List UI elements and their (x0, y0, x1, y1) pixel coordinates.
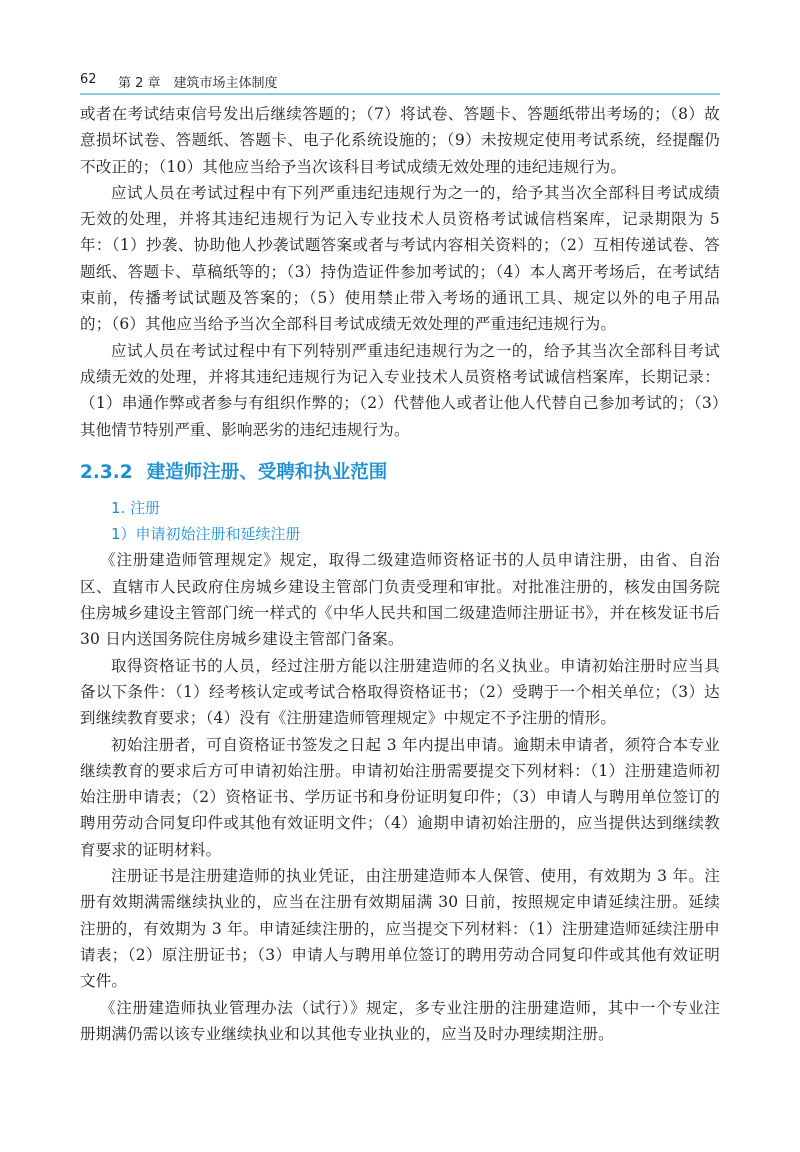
subsection-heading: 1. 注册 (111, 498, 161, 517)
paragraph: 初始注册者，可自资格证书签发之日起 3 年内提出申请。逾期未申请者，须符合本专业继续教育的要求后方可申请初始注册。申请初始注册需要提交下列材料：（1）注册建造师初始注册申请表；（2）资格证书、学历证书和身份证明复印件；（3）申请人与聘用单位签订的聘用劳动合同复印件或其他有效证明文件；（4）逾期申请初始注册的，应当提供达到继续教育要求的证明材料。 (80, 735, 720, 859)
paragraph: 应试人员在考试过程中有下列特别严重违纪违规行为之一的，给予其当次全部科目考试成绩无效的处理，并将其违纪违规行为记入专业技术人员资格考试诚信档案库，长期记录：（1）串通作弊或者参与有组织作弊的；（2）代替他人或者让他人代替自己参加考试的；（3）其他情节特别严重、影响恶劣的违纪违规行为。 (80, 341, 720, 439)
paragraph: 《注册建造师管理规定》规定，取得二级建造师资格证书的人员申请注册，由省、自治区、直辖市人民政府住房城乡建设主管部门负责受理和审批。对批准注册的，核发由国务院住房城乡建设主管部门统一样式的《中华人民共和国二级建造师注册证书》，并在核发证书后 30 日内送国务院住房城乡建设主管部门备案。 (80, 551, 720, 649)
running-header (80, 70, 720, 90)
page-body (80, 101, 720, 1047)
section-heading (80, 459, 720, 487)
header-rule (80, 93, 720, 95)
paragraph: 应试人员在考试过程中有下列严重违纪违规行为之一的，给予其当次全部科目考试成绩无效的处理，并将其违纪违规行为记入专业技术人员资格考试诚信档案库，记录期限为 5 年：（1）抄袭、协助他人抄袭试题答案或者与考试内容相关资料的；（2）互相传递试卷、答题纸、答题卡、草稿纸等的；（3）持伪造证件参加考试的；（4）本人离开考场后，在考试结束前，传播考试试题及答案的；（5）使用禁止带入考场的通讯工具、规定以外的电子用品的；（6）其他应当给予当次全部科目考试成绩无效处理的严重违纪违规行为。 (80, 183, 720, 334)
paragraph: 注册证书是注册建造师的执业凭证，由注册建造师本人保管、使用，有效期为 3 年。注册有效期满需继续执业的，应当在注册有效期届满 30 日前，按照规定申请延续注册。延续注册的，有效期为 3 年。申请延续注册的，应当提交下列材料：（1）注册建造师延续注册申请表；（2）原注册证书；（3）申请人与聘用单位签订的聘用劳动合同复印件或其他有效证明文件。 (80, 867, 720, 991)
subsubsection-heading: 1）申请初始注册和延续注册 (111, 525, 301, 544)
paragraph: 《注册建造师执业管理办法（试行）》规定，多专业注册的注册建造师，其中一个专业注册期满仍需以该专业继续执业和以其他专业执业的，应当及时办理续期注册。 (80, 998, 720, 1043)
section-title: 建造师注册、受聘和执业范围 (146, 461, 388, 483)
section-number: 2.3.2 (80, 461, 133, 483)
paragraph: 或者在考试结束信号发出后继续答题的；（7）将试卷、答题卡、答题纸带出考场的；（8）故意损坏试卷、答题纸、答题卡、电子化系统设施的；（9）未按规定使用考试系统，经提醒仍不改正的；（10）其他应当给予当次该科目考试成绩无效处理的违纪违规行为。 (80, 105, 720, 176)
page-number: 62 (80, 72, 97, 87)
paragraph: 取得资格证书的人员，经过注册方能以注册建造师的名义执业。申请初始注册时应当具备以下条件：（1）经考核认定或考试合格取得资格证书；（2）受聘于一个相关单位；（3）达到继续教育要求；（4）没有《注册建造师管理规定》中规定不予注册的情形。 (80, 656, 720, 728)
chapter-title: 第 2 章 建筑市场主体制度 (118, 76, 278, 91)
